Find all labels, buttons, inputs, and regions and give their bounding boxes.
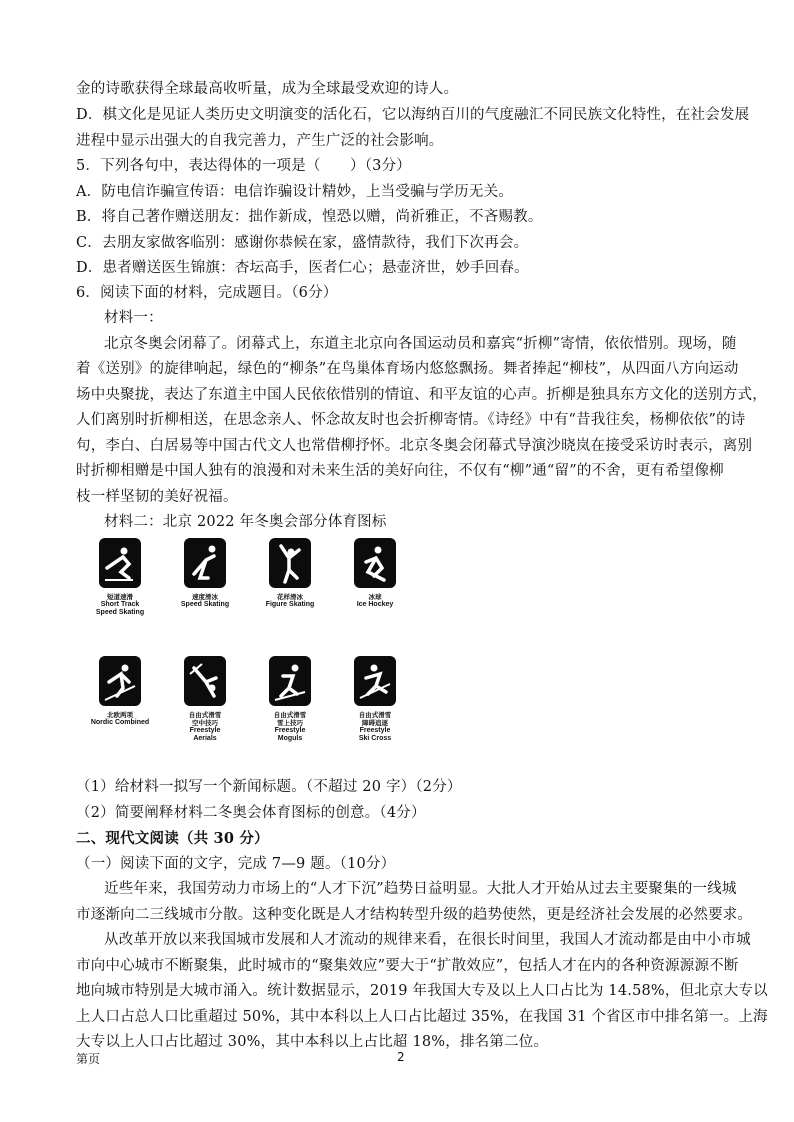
option-c: C．去朋友家做客临别：感谢你恭候在家，盛情款待，我们下次再会。 [76, 235, 529, 251]
reading-line: 地向城市特别是大城市涌入。统计数据显示，2019 年我国大专及以上人口占比为 14.58%，但北京大专以 [76, 983, 768, 999]
freestyle-ski-cross-icon [354, 656, 396, 706]
sub-question-2: （2）简要阐释材料二冬奥会体育图标的创意。（4分） [76, 805, 426, 821]
text-line: 金的诗歌获得全球最高收听量，成为全球最受欢迎的诗人。 [76, 81, 459, 97]
option-d: D．患者赠送医生锦旗：杏坛高手，医者仁心；悬壶济世，妙手回春。 [76, 260, 529, 276]
pictogram-figure-skating: 花样滑冰 Figure Skating [250, 538, 330, 609]
reading-line: 大专以上人口占比超过 30%，其中本科以上占比超 18%，排名第二位。 [76, 1034, 549, 1050]
material-2-label: 材料二：北京 2022 年冬奥会部分体育图标 [104, 514, 387, 530]
passage-line: 人们离别时折柳相送，在思念亲人、怀念故友时也会折柳寄情。《诗经》中有“昔我往矣，杨柳依依”的诗 [76, 412, 746, 428]
pictogram-speed-skating: 速度滑冰 Speed Skating [165, 538, 245, 609]
pictogram-nordic-combined: 北欧两项 Nordic Combined [80, 656, 160, 727]
reading-line: 市逐渐向二三线城市分散。这种变化既是人才结构转型升级的趋势使然，更是经济社会发展的必然要求。 [76, 907, 753, 923]
passage-line: 场中央聚拢，表达了东道主中国人民依依惜别的情谊、和平友谊的心声。折柳是独具东方文化的送别方式， [76, 387, 767, 403]
question-5: 5．下列各句中，表达得体的一项是（ ）（3分） [76, 158, 411, 174]
reading-line: 从改革开放以来我国城市发展和人才流动的规律来看，在很长时间里，我国人才流动都是由中小市城 [104, 932, 751, 948]
sub-question-1: （1）给材料一拟写一个新闻标题。（不超过 20 字）（2分） [76, 779, 462, 795]
reading-line: 上人口占总人口比重超过 50%，其中本科以上人口占比超过 35%，在我国 31 个省区市中排名第一。上海 [76, 1009, 768, 1025]
passage-line: 着《送别》的旋律响起，绿色的“柳条”在鸟巢体育场内悠悠飘扬。舞者捧起“柳枝”，从四面八方向运动 [76, 361, 739, 377]
nordic-combined-icon [99, 656, 141, 706]
passage-line: 句，李白、白居易等中国古代文人也常借柳抒怀。北京冬奥会闭幕式导演沙晓岚在接受采访时表示，离别 [76, 438, 753, 454]
figure-skating-icon [269, 538, 311, 588]
sub-section-heading: （一）阅读下面的文字，完成 7—9 题。（10分） [76, 856, 396, 872]
pictogram-freestyle-aerials: 自由式滑雪 空中技巧 Freestyle Aerials [165, 656, 245, 743]
reading-line: 近些年来，我国劳动力市场上的“人才下沉”趋势日益明显。大批人才开始从过去主要聚集的一线城 [104, 881, 737, 897]
freestyle-aerials-icon [184, 656, 226, 706]
passage-line: 北京冬奥会闭幕了。闭幕式上，东道主北京向各国运动员和嘉宾“折柳”寄情，依依惜别。现场，随 [104, 336, 737, 352]
page-number: 2 [397, 1050, 405, 1064]
ice-hockey-icon [354, 538, 396, 588]
material-1-label: 材料一： [104, 310, 163, 326]
footer-label: 第页 [76, 1052, 101, 1066]
reading-line: 市向中心城市不断聚集，此时城市的“聚集效应”要大于“扩散效应”，包括人才在内的各种资源源源不断 [76, 958, 739, 974]
speed-skating-icon [184, 538, 226, 588]
passage-line: 时折柳相赠是中国人独有的浪漫和对未来生活的美好向往，不仅有“柳”通“留”的不舍，更有希望像柳 [76, 463, 724, 479]
option-d-line: D．棋文化是见证人类历史文明演变的活化石，它以海纳百川的气度融汇不同民族文化特性，在社会发展 [76, 107, 750, 123]
option-b: B．将自己著作赠送朋友：拙作新成，惶恐以赠，尚祈雅正，不吝赐教。 [76, 209, 543, 225]
pictogram-freestyle-moguls: 自由式滑雪 雪上技巧 Freestyle Moguls [250, 656, 330, 743]
short-track-icon [99, 538, 141, 588]
freestyle-moguls-icon [269, 656, 311, 706]
question-6: 6．阅读下面的材料，完成题目。（6分） [76, 285, 338, 301]
option-a: A．防电信诈骗宣传语：电信诈骗设计精妙，上当受骗与学历无关。 [76, 184, 513, 200]
passage-line: 枝一样坚韧的美好祝福。 [76, 489, 238, 505]
pictogram-grid [80, 538, 420, 753]
text-line: 进程中显示出强大的自我完善力，产生广泛的社会影响。 [76, 133, 444, 149]
section-heading: 二、现代文阅读（共 30 分） [76, 830, 269, 847]
pictogram-freestyle-ski-cross: 自由式滑雪 障碍追逐 Freestyle Ski Cross [335, 656, 415, 743]
pictogram-short-track: 短道速滑 Short Track Speed Skating [80, 538, 160, 617]
pictogram-ice-hockey: 冰球 Ice Hockey [335, 538, 415, 609]
